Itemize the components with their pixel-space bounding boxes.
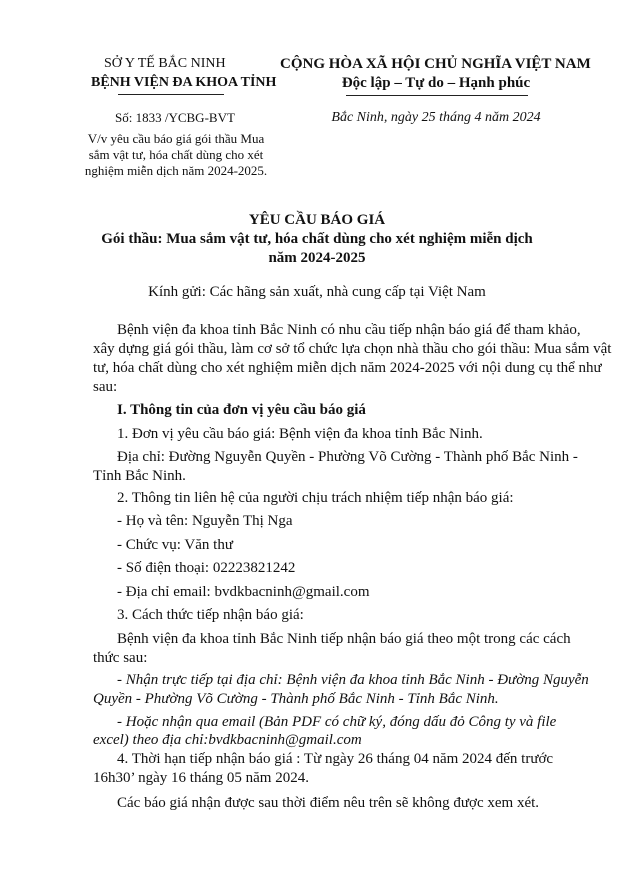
motto-underline — [346, 95, 528, 96]
direct-delivery-line-2: Quyền - Phường Võ Cường - Thành phố Bắc Ninh - Tỉnh Bắc Ninh. — [93, 691, 499, 707]
package-title-line-1: Gói thầu: Mua sắm vật tư, hóa chất dùng cho xét nghiệm miễn dịch — [101, 231, 533, 247]
intro-line-1: Bệnh viện đa khoa tỉnh Bắc Ninh có nhu cầu tiếp nhận báo giá để tham khảo, — [117, 322, 581, 338]
hospital-name: BỆNH VIỆN ĐA KHOA TỈNH — [91, 75, 277, 90]
deadline-line-1: 4. Thời hạn tiếp nhận báo giá : Từ ngày 26 tháng 04 năm 2024 đến trước — [117, 751, 554, 767]
address-line-2: Tỉnh Bắc Ninh. — [93, 468, 186, 484]
hospital-underline — [118, 94, 224, 95]
contact-email: - Địa chỉ email: bvdkbacninh@gmail.com — [117, 584, 370, 600]
section-1-heading: I. Thông tin của đơn vị yêu cầu báo giá — [117, 402, 366, 418]
subject-line-2: sắm vật tư, hóa chất dùng cho xét — [88, 147, 264, 162]
intro-line-4: sau: — [93, 379, 118, 395]
email-delivery-line-1: - Hoặc nhận qua email (Bản PDF có chữ ký, đóng dấu đỏ Công ty và file — [117, 714, 557, 730]
recipient-line: Kính gửi: Các hãng sản xuất, nhà cung cấp tại Việt Nam — [148, 284, 486, 300]
contact-position: - Chức vụ: Văn thư — [117, 537, 233, 553]
methods-line-2: thức sau: — [93, 650, 148, 666]
intro-line-2: xây dựng giá gói thầu, làm cơ sở tổ chức lựa chọn nhà thầu cho gói thầu: Mua sắm vật — [93, 341, 612, 357]
national-motto: Độc lập – Tự do – Hạnh phúc — [341, 75, 531, 91]
contact-info-heading: 2. Thông tin liên hệ của người chịu trách nhiệm tiếp nhận báo giá: — [117, 490, 514, 506]
document-title: YÊU CẦU BÁO GIÁ — [248, 212, 386, 228]
document-number: Số: 1833 /YCBG-BVT — [115, 110, 235, 125]
subject-line-3: nghiệm miễn dịch năm 2024-2025. — [84, 163, 268, 178]
late-submission-note: Các báo giá nhận được sau thời điểm nêu trên sẽ không được xem xét. — [117, 795, 540, 811]
address-line-1: Địa chỉ: Đường Nguyễn Quyền - Phường Võ Cường - Thành phố Bắc Ninh - — [117, 449, 578, 465]
contact-phone: - Số điện thoại: 02223821242 — [117, 560, 296, 576]
place-and-date: Bắc Ninh, ngày 25 tháng 4 năm 2024 — [331, 110, 541, 125]
package-title-line-2: năm 2024-2025 — [268, 250, 366, 266]
deadline-line-2: 16h30’ ngày 16 tháng 05 năm 2024. — [93, 770, 309, 786]
intro-line-3: tư, hóa chất dùng cho xét nghiệm miễn dịch năm 2024-2025 với nội dung cụ thể như — [93, 360, 602, 376]
direct-delivery-line-1: - Nhận trực tiếp tại địa chỉ: Bệnh viện đa khoa tỉnh Bắc Ninh - Đường Nguyễn — [117, 672, 589, 688]
republic-name: CỘNG HÒA XÃ HỘI CHỦ NGHĨA VIỆT NAM — [280, 56, 591, 72]
subject-line-1: V/v yêu cầu báo giá gói thầu Mua — [87, 131, 265, 146]
methods-line-1: Bệnh viện đa khoa tỉnh Bắc Ninh tiếp nhận báo giá theo một trong các cách — [117, 631, 571, 647]
contact-name: - Họ và tên: Nguyễn Thị Nga — [117, 513, 293, 529]
department-name: SỞ Y TẾ BẮC NINH — [104, 56, 226, 71]
email-delivery-line-2: excel) theo địa chỉ:bvdkbacninh@gmail.com — [93, 732, 362, 748]
receiving-method-heading: 3. Cách thức tiếp nhận báo giá: — [117, 607, 304, 623]
requesting-unit: 1. Đơn vị yêu cầu báo giá: Bệnh viện đa khoa tỉnh Bắc Ninh. — [117, 426, 483, 442]
